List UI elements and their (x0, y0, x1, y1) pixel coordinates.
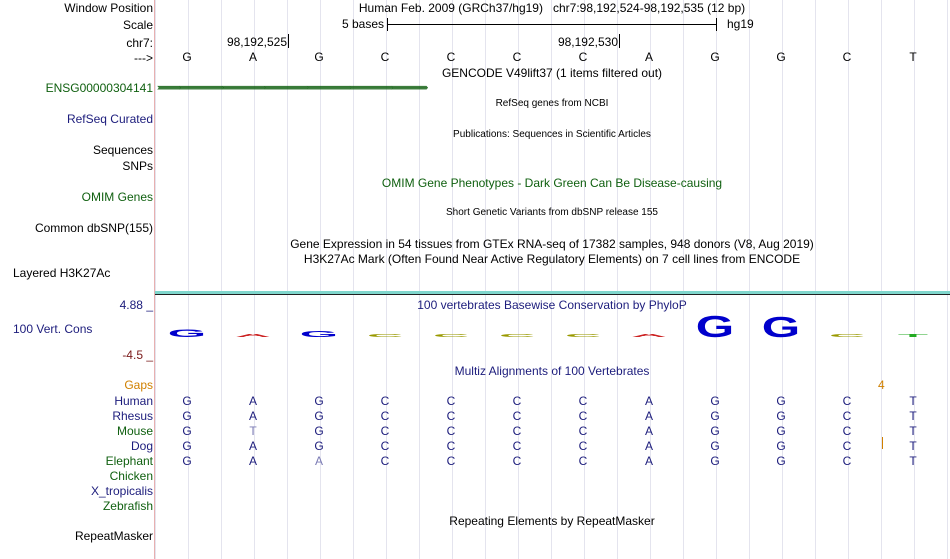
gaps-count: 4 (878, 378, 885, 392)
reference-base: G (776, 50, 786, 64)
common-dbsnp-label[interactable]: Common dbSNP(155) (34, 221, 153, 235)
alignment-base: T (909, 409, 917, 423)
reference-base: C (446, 50, 456, 64)
position-tick-1: 98,192,525 (226, 35, 287, 49)
omim-genes-label[interactable]: OMIM Genes (81, 190, 153, 204)
alignment-base: C (512, 424, 522, 438)
alignment-base: C (578, 424, 588, 438)
alignment-base: C (512, 409, 522, 423)
reference-base: G (710, 50, 720, 64)
gtex-track-title: Gene Expression in 54 tissues from GTEx RNA-seq of 17382 samples, 948 donors (V8, Aug 2019) (290, 237, 814, 251)
phylop-max-label: 4.88 _ (119, 298, 153, 312)
gencode-track-title: GENCODE V49lift37 (1 items filtered out) (441, 66, 663, 80)
reference-base: C (512, 50, 522, 64)
alignment-base: G (710, 439, 720, 453)
species-label[interactable]: Dog (130, 439, 153, 453)
alignment-base: C (842, 394, 852, 408)
alignment-base: G (314, 439, 324, 453)
conservation-base-mark: A (631, 333, 667, 338)
alignment-base: T (909, 454, 917, 468)
refseq-track-title: RefSeq genes from NCBI (495, 98, 609, 109)
alignment-base: C (380, 409, 390, 423)
alignment-base: C (380, 454, 390, 468)
phylop-track-title: 100 vertebrates Basewise Conservation by PhyloP (417, 298, 687, 312)
snps-label[interactable]: SNPs (122, 159, 153, 173)
reference-base: T (909, 50, 917, 64)
alignment-base: C (512, 439, 522, 453)
conservation-base-mark: C (433, 333, 469, 338)
alignment-base: A (644, 424, 653, 438)
gencode-gene-feature[interactable]: ›››››››››››››››››››››››››››››››››››››››››››››››››››››››››››››››››››››››››››››››››››››››››››››››››››››››››››››››››››››››››››››››››››››››››››››››››››››››››››››››››››››››››››››››››››››››››››››››››››››››››››››››››››››››››››››››››››››››››››››››››››››››››››››››››››››››››››››› (157, 83, 427, 92)
species-label[interactable]: Human (114, 394, 153, 408)
reference-base: A (248, 50, 257, 64)
chromosome-label: chr7: (126, 36, 153, 50)
species-label[interactable]: Mouse (116, 424, 153, 438)
alignment-base: C (578, 439, 588, 453)
alignment-base: C (446, 439, 456, 453)
species-label[interactable]: Zebrafish (102, 499, 153, 513)
alignment-base: C (842, 424, 852, 438)
phylop-min-label: -4.5 _ (122, 348, 153, 362)
multiz-track-title: Multiz Alignments of 100 Vertebrates (454, 364, 650, 378)
alignment-base: A (314, 454, 323, 468)
alignment-base: C (446, 424, 456, 438)
conservation-base-mark: G (761, 310, 801, 344)
alignment-base: G (710, 454, 720, 468)
alignment-base: C (842, 454, 852, 468)
window-position-label: Window Position (64, 1, 153, 15)
scale-assembly: hg19 (727, 17, 754, 31)
alignment-base: A (248, 394, 257, 408)
alignment-base: C (842, 439, 852, 453)
alignment-base: T (909, 424, 917, 438)
phylop-track-label[interactable]: 100 Vert. Cons (13, 322, 93, 336)
alignment-base: C (380, 394, 390, 408)
scale-label: Scale (122, 18, 153, 32)
alignment-base: G (314, 409, 324, 423)
reference-base: G (314, 50, 324, 64)
alignment-base: T (249, 424, 257, 438)
alignment-base: A (644, 394, 653, 408)
reference-base: A (644, 50, 653, 64)
h3k27ac-track-title: H3K27Ac Mark (Often Found Near Active Regulatory Elements) on 7 cell lines from ENCODE (303, 252, 801, 266)
alignment-base: G (710, 409, 720, 423)
position-tick-2: 98,192,530 (557, 35, 618, 49)
alignment-base: C (842, 409, 852, 423)
dbsnp-track-title: Short Genetic Variants from dbSNP release 155 (446, 207, 658, 218)
alignment-base: C (446, 454, 456, 468)
conservation-base-mark: G (695, 309, 735, 344)
alignment-base: C (578, 409, 588, 423)
layered-h3k27ac-label[interactable]: Layered H3K27Ac (13, 266, 111, 280)
alignment-base: G (182, 454, 192, 468)
sequences-label[interactable]: Sequences (92, 143, 153, 157)
window-position-value[interactable]: Human Feb. 2009 (GRCh37/hg19) chr7:98,192,524-98,192,535 (12 bp) (358, 1, 746, 15)
alignment-base: A (644, 439, 653, 453)
conservation-base-mark: A (235, 333, 271, 338)
reference-base: C (380, 50, 390, 64)
alignment-base: G (776, 424, 786, 438)
alignment-base: G (710, 424, 720, 438)
alignment-base: G (314, 424, 324, 438)
gaps-label: Gaps (124, 378, 153, 392)
alignment-base: C (380, 439, 390, 453)
alignment-base: G (182, 409, 192, 423)
alignment-base: A (644, 409, 653, 423)
reference-base: C (842, 50, 852, 64)
conservation-base-mark: C (565, 333, 601, 338)
publications-track-title: Publications: Sequences in Scientific Articles (453, 129, 651, 140)
strand-label: ---> (134, 51, 153, 65)
conservation-base-mark: C (367, 332, 403, 339)
gap-insertion-mark (882, 437, 883, 449)
alignment-base: A (644, 454, 653, 468)
reference-base: G (182, 50, 192, 64)
alignment-base: G (314, 394, 324, 408)
conservation-base-mark: T (897, 333, 929, 338)
species-label[interactable]: Chicken (109, 469, 153, 483)
alignment-base: G (776, 439, 786, 453)
repeatmasker-label[interactable]: RepeatMasker (74, 529, 153, 543)
conservation-base-mark: G (299, 329, 339, 339)
alignment-base: C (578, 454, 588, 468)
alignment-base: A (248, 439, 257, 453)
alignment-base: C (380, 424, 390, 438)
omim-track-title: OMIM Gene Phenotypes - Dark Green Can Be Disease-causing (381, 176, 723, 190)
scale-bar-length: 5 bases (341, 17, 384, 31)
conservation-base-mark: C (499, 333, 535, 338)
refseq-curated-label[interactable]: RefSeq Curated (66, 112, 153, 126)
alignment-base: A (248, 409, 257, 423)
conservation-base-mark: C (829, 333, 865, 338)
alignment-base: C (512, 454, 522, 468)
alignment-base: C (512, 394, 522, 408)
alignment-base: G (182, 424, 192, 438)
alignment-base: C (578, 394, 588, 408)
gencode-gene-label[interactable]: ENSG00000304141 (45, 81, 153, 95)
alignment-base: T (909, 439, 917, 453)
alignment-base: G (710, 394, 720, 408)
alignment-base: G (182, 394, 192, 408)
alignment-base: G (776, 409, 786, 423)
alignment-base: T (909, 394, 917, 408)
alignment-base: G (776, 454, 786, 468)
alignment-base: A (248, 454, 257, 468)
alignment-base: C (446, 394, 456, 408)
species-label[interactable]: X_tropicalis (90, 484, 153, 498)
conservation-base-mark: G (167, 326, 207, 340)
repeatmasker-track-title: Repeating Elements by RepeatMasker (449, 514, 655, 528)
alignment-base: G (776, 394, 786, 408)
alignment-base: C (446, 409, 456, 423)
species-label[interactable]: Elephant (105, 454, 153, 468)
reference-base: C (578, 50, 588, 64)
alignment-base: G (182, 439, 192, 453)
species-label[interactable]: Rhesus (112, 409, 153, 423)
